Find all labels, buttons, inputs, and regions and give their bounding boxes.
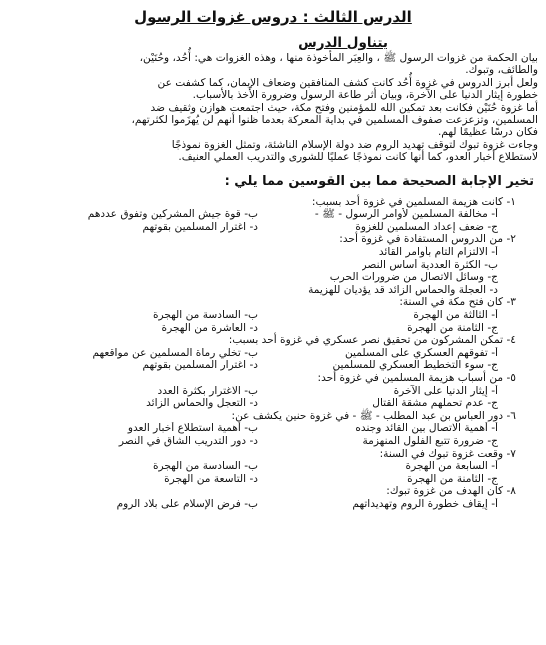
answer-option[interactable]: ب- الكثرة العددية أساس النصر	[361, 258, 498, 271]
question-item	[8, 372, 538, 410]
answer-option[interactable]: د- العجلة والحماس الزائد قد يؤديان للهزيمة	[308, 283, 498, 296]
question-item	[8, 296, 538, 334]
question-stem: ٨- كان الهدف من غزوة تبوك:	[386, 485, 516, 498]
answer-option[interactable]: ب- السادسة من الهجرة	[152, 460, 258, 473]
answer-option[interactable]: ب- السادسة من الهجرة	[152, 309, 258, 321]
question-stem: ٢- من الدروس المستفادة في غزوة أحد:	[339, 233, 516, 246]
intro-line: وجاءت غزوة تبوك لتوقف تهديد الروم ضد دولة الإسلام الناشئة، وتمثل الغزوة نموذجًا	[171, 138, 538, 151]
lesson-title: الدرس الثالث : دروس غزوات الرسول	[134, 8, 412, 26]
intro-line: أما غزوة حُنَيْن فكانت بعد تمكين الله للمؤمنين وفتح مكة، حيث اجتمعت هوازن وثقيف ضد	[150, 101, 538, 114]
question-item	[8, 410, 538, 448]
question-stem: ٤- تمكن المشركون من تحقيق نصر عسكري في غزوة أحد بسبب:	[228, 334, 516, 347]
answer-option[interactable]: أ- الالتزام التام بأوامر القائد	[378, 246, 498, 259]
answer-option[interactable]: ب- أهمية استطلاع أخبار العدو	[127, 422, 258, 435]
option-row	[8, 359, 538, 372]
option-row	[8, 284, 538, 297]
option-row	[8, 385, 538, 398]
questions-title: تخير الإجابة الصحيحة مما بين القوسين مما يلي :	[224, 173, 534, 189]
question-item	[8, 485, 538, 510]
answer-option[interactable]: أ- السابعة من الهجرة	[405, 460, 498, 473]
intro-line: لاستطلاع أخبار العدو، كما أنها كانت نموذجًا عمليًا للشورى والتدريب العملي العنيف.	[178, 151, 538, 164]
question-stem: ١- كانت هزيمة المسلمين في غزوة أحد بسبب:	[311, 195, 516, 208]
intro-line: والطائف، وتبوك.	[465, 64, 538, 77]
question-stem: ٥- من أسباب هزيمة المسلمين في غزوة أحد:	[317, 371, 516, 384]
answer-option[interactable]: ب- قوة جيش المشركين وتفوق عددهم	[87, 208, 258, 221]
option-row	[8, 208, 538, 221]
answer-option[interactable]: أ- مخالفة المسلمين لأوامر الرسول - ﷺ -	[314, 208, 498, 221]
answer-option[interactable]: ج- الثامنة من الهجرة	[407, 321, 498, 334]
answer-option[interactable]: د- دور التدريب الشاق في النصر	[118, 434, 258, 447]
worksheet-page	[0, 6, 546, 645]
question-stem: ٦- دور العباس بن عبد المطلب - ﷺ - في غزوة حنين يكشف عن:	[231, 409, 516, 422]
answer-option[interactable]: أ- إيثار الدنيا على الآخرة	[393, 384, 498, 397]
option-row	[8, 498, 538, 511]
answer-option[interactable]: ج- سوء التخطيط العسكري للمسلمين	[332, 359, 498, 372]
question-item	[8, 233, 538, 296]
option-row	[8, 397, 538, 410]
answer-option[interactable]: د- التعجل والحماس الزائد	[146, 397, 258, 410]
answer-option[interactable]: د- اغترار المسلمين بقوتهم	[142, 359, 258, 372]
question-item	[8, 448, 538, 486]
option-row	[8, 422, 538, 435]
answer-option[interactable]: ب- الاغترار بكثرة العدد	[157, 384, 258, 397]
intro-line: ولعل أبرز الدروس في غزوة أُحُد كانت كشف المنافقين وضعاف الإيمان، كما كشفت عن	[157, 76, 538, 89]
option-row	[8, 271, 538, 284]
option-row	[8, 246, 538, 259]
answer-option[interactable]: د- التاسعة من الهجرة	[164, 472, 258, 485]
option-row	[8, 259, 538, 272]
answer-option[interactable]: ب- تخلي رماة المسلمين عن مواقعهم	[92, 346, 258, 359]
answer-option[interactable]: ج- وسائل الاتصال من ضرورات الحرب	[329, 271, 498, 284]
intro-paragraph	[8, 52, 538, 164]
question-list	[8, 196, 538, 511]
answer-option[interactable]: د- العاشرة من الهجرة	[161, 321, 258, 334]
option-row	[8, 435, 538, 448]
answer-option[interactable]: ج- الثامنة من الهجرة	[407, 472, 498, 485]
question-item	[8, 196, 538, 234]
option-row	[8, 347, 538, 360]
option-row	[8, 322, 538, 335]
option-row	[8, 473, 538, 486]
question-item	[8, 334, 538, 372]
answer-option[interactable]: د- اغترار المسلمين بقوتهم	[142, 220, 258, 233]
intro-line: فكان درسًا عظيمًا لهم.	[437, 126, 538, 139]
question-stem: ٧- وقعت غزوة تبوك في السنة:	[379, 447, 516, 460]
answer-option[interactable]: أ- إيقاف خطورة الروم وتهديداتهم	[352, 497, 498, 510]
intro-line: المسلمين، وتزعزعت صفوف المسلمين في بداية المعركة بعدما ظنوا أنهم لن يُهزَموا لكثرتهم،	[131, 114, 538, 127]
answer-option[interactable]: ج- عدم تحملهم مشقة القتال	[372, 397, 498, 410]
answer-option[interactable]: أ- تفوقهم العسكري على المسلمين	[344, 346, 498, 359]
option-row	[8, 221, 538, 234]
answer-option[interactable]: ج- ضعف إعداد المسلمين للغزوة	[355, 220, 498, 233]
option-row	[8, 309, 538, 322]
question-stem: ٣- كان فتح مكة في السنة:	[399, 296, 516, 309]
option-row	[8, 460, 538, 473]
answer-option[interactable]: ج- ضرورة تتبع الفلول المنهزمة	[362, 434, 498, 447]
intro-line: خطورة إيثار الدنيا على الآخرة، وبيان أثر طاعة الرسول وضرورة الأخذ بالأسباب.	[192, 89, 538, 102]
answer-option[interactable]: ب- فرض الإسلام على بلاد الروم	[116, 497, 258, 510]
section-title: يتناول الدرس	[298, 35, 388, 51]
answer-option[interactable]: أ- أهمية الاتصال بين القائد وجنده	[355, 422, 498, 435]
answer-option[interactable]: أ- الثالثة من الهجرة	[413, 309, 498, 321]
intro-line: بيان الحكمة من غزوات الرسول ﷺ ، والعِبَر المأخوذة منها ، وهذه الغزوات هي: أُحُد، وحُنَيْن،	[139, 52, 538, 64]
